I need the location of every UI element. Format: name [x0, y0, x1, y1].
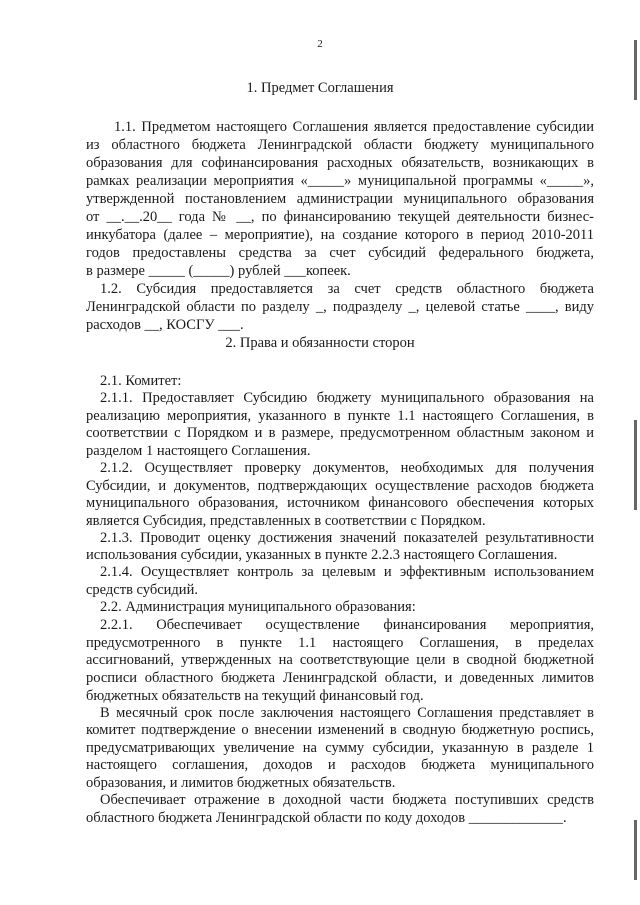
text-line: образования для софинансирования расходных обязательств, возникающих в	[86, 155, 594, 171]
text-line: в размере _____ (_____) рублей ___копеек.	[86, 263, 351, 279]
text-line: является Субсидия, представленных в соответствии с Порядком.	[86, 513, 486, 529]
text-line: 2.1.4. Осуществляет контроль за целевым и эффективным использованием	[100, 564, 594, 580]
text-line: рамках реализации мероприятия «_____» муниципальной программы «_____»,	[86, 173, 594, 189]
text-line: из областного бюджета Ленинградской области бюджету муниципального	[86, 137, 594, 153]
text-line: 2.1. Комитет:	[100, 373, 182, 389]
text-line: настоящего соглашения, доходов и расходов бюджета муниципального	[86, 757, 594, 773]
text-line: Ленинградской области по разделу _, подразделу _, целевой статье ____, виду	[86, 299, 594, 315]
text-line: областного бюджета Ленинградской области по коду доходов _____________.	[86, 810, 567, 826]
text-line: утвержденной постановлением администрации муниципального образования	[86, 191, 594, 207]
text-line: 2.1.2. Осуществляет проверку документов, необходимых для получения	[100, 460, 594, 476]
text-line: комитет подтверждение о внесении изменений в сводную бюджетную роспись,	[86, 722, 594, 738]
text-line: 2.1.1. Предоставляет Субсидию бюджету муниципального образования на	[100, 390, 594, 406]
text-line: 1.1. Предметом настоящего Соглашения является предоставление субсидии	[114, 119, 594, 135]
text-line: соответствии с Порядком и в размере, предусмотренном областным законом и	[86, 425, 594, 441]
text-line: расходов __, КОСГУ ___.	[86, 317, 244, 333]
text-line: использования субсидии, указанных в пункте 2.2.3 настоящего Соглашения.	[86, 547, 558, 563]
text-line: Обеспечивает отражение в доходной части бюджета поступивших средств	[100, 792, 594, 808]
text-line: инкубатора (далее – мероприятие), на создание которого в период 2010-2011	[86, 227, 594, 243]
section-2-title: 2. Права и обязанности сторон	[225, 335, 415, 351]
text-line: средств субсидий.	[86, 582, 198, 598]
text-line: бюджетных обязательств на текущий финансовый год.	[86, 688, 424, 704]
text-line: реализацию мероприятия, указанного в пункте 1.1 настоящего Соглашения, в	[86, 408, 594, 424]
text-line: 2.2.1. Обеспечивает осуществление финансирования мероприятия,	[100, 617, 594, 633]
section-1-title: 1. Предмет Соглашения	[246, 80, 394, 96]
scan-edge-marks	[634, 0, 640, 905]
text-line: 1.2. Субсидия предоставляется за счет средств областного бюджета	[100, 281, 594, 297]
text-line: предусмотренного в пункте 1.1 настоящего Соглашения, в пределах	[86, 635, 594, 651]
text-line: росписи областного бюджета Ленинградской области, и доведенных лимитов	[86, 670, 594, 686]
text-line: муниципального образования, источником финансового обеспечения которых	[86, 495, 594, 511]
text-line: В месячный срок после заключения настоящего Соглашения представляет в	[100, 705, 594, 721]
text-line: от __.__.20__ года № __, по финансированию текущей деятельности бизнес-	[86, 209, 594, 225]
text-line: 2.2. Администрация муниципального образования:	[100, 599, 416, 615]
text-line: Субсидии, и документов, подтверждающих осуществление расходов бюджета	[86, 478, 594, 494]
page-number: 2	[317, 38, 323, 50]
text-line: ассигнований, утвержденных на соответствующие цели в сводной бюджетной	[86, 652, 594, 668]
text-line: 2.1.3. Проводит оценку достижения значений показателей результативности	[100, 530, 594, 546]
text-line: предусматривающих увеличение на сумму субсидии, указанную в разделе 1	[86, 740, 594, 756]
text-line: образования, и лимитов бюджетных обязательств.	[86, 775, 396, 791]
text-line: разделом 1 настоящего Соглашения.	[86, 443, 311, 459]
text-line: годов предоставлены средства за счет субсидий федерального бюджета,	[86, 245, 594, 261]
